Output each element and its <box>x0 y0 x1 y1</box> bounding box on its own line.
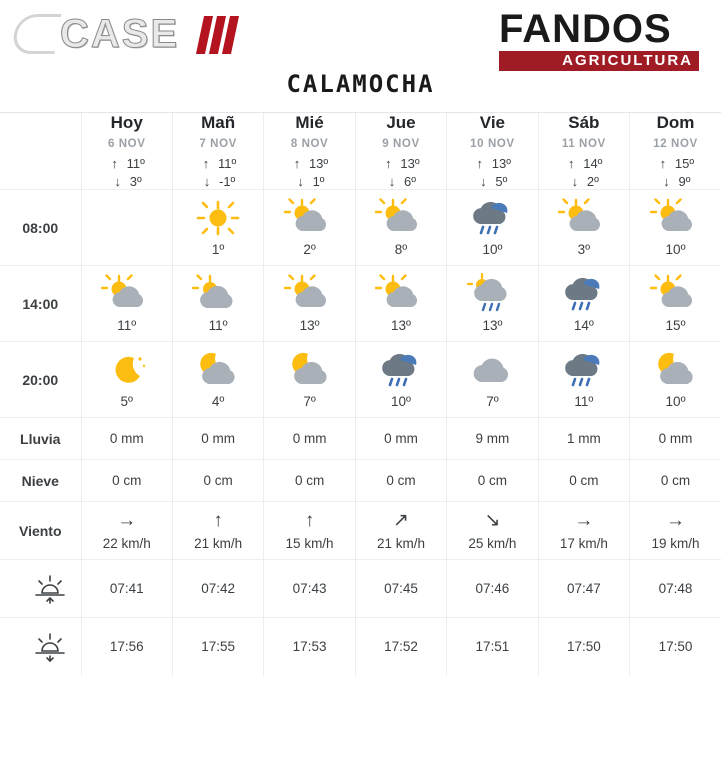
weather-icon-sun <box>173 198 263 238</box>
day-date: 7 NOV <box>199 138 237 150</box>
sunrise-time-2: 07:43 <box>264 560 355 618</box>
weather-icon-sun-cloud <box>539 198 629 238</box>
snow-value-0: 0 cm <box>81 460 172 502</box>
wind-direction-arrow-icon: ↘ <box>484 510 501 531</box>
forecast-cell-4-20 <box>447 342 538 418</box>
snow-value-2: 0 cm <box>264 460 355 502</box>
forecast-cell-2-20 <box>264 342 355 418</box>
forecast-cell-5-08 <box>538 190 629 266</box>
cell-temp: 13º <box>482 318 503 333</box>
rain-value-6: 0 mm <box>630 418 721 460</box>
forecast-cell-3-20 <box>355 342 446 418</box>
sunrise-time-0: 07:41 <box>81 560 172 618</box>
day-date: 12 NOV <box>653 138 698 150</box>
row-label-14: 14:00 <box>0 266 81 342</box>
rain-value-4: 9 mm <box>447 418 538 460</box>
temp-max-arrow-icon: ↑ <box>385 156 392 171</box>
day-max-temp: 14º <box>583 156 603 171</box>
wind-cell-0 <box>81 502 172 560</box>
forecast-cell-4-08 <box>447 190 538 266</box>
snow-value-6: 0 cm <box>630 460 721 502</box>
sunset-icon <box>33 632 67 662</box>
weather-icon-sun-cloud <box>173 274 263 314</box>
sunset-time-3: 17:52 <box>355 618 446 676</box>
wind-speed: 25 km/h <box>468 536 517 551</box>
sunrise-icon <box>33 574 67 604</box>
cell-temp: 10º <box>665 394 686 409</box>
sunset-time-6: 17:50 <box>658 639 693 655</box>
temp-min-arrow-icon: ↓ <box>388 174 396 189</box>
wind-direction-arrow-icon: ↗ <box>393 510 409 531</box>
day-date: 9 NOV <box>382 138 420 150</box>
wind-cell-1 <box>172 502 263 560</box>
snow-row <box>0 460 721 502</box>
sunrise-time-5: 07:47 <box>538 560 629 618</box>
temp-max-arrow-icon: ↑ <box>293 156 301 171</box>
case-logo-bars-icon <box>200 16 240 54</box>
sunrise-row <box>0 560 721 618</box>
rain-value-3: 0 mm <box>355 418 446 460</box>
cell-temp: 14º <box>573 318 594 333</box>
day-header-5[interactable] <box>538 113 629 190</box>
forecast-cell-2-08 <box>264 190 355 266</box>
day-min-temp-row <box>264 174 354 189</box>
day-max-temp: 13º <box>491 156 512 171</box>
rain-value-0: 0 mm <box>81 418 172 460</box>
weather-icon-sun-cloud <box>264 198 354 238</box>
day-min-temp-row <box>82 174 172 189</box>
day-max-temp: 11º <box>126 156 145 171</box>
day-header-4[interactable] <box>447 113 538 190</box>
weather-icon-sun-cloud <box>264 274 354 314</box>
temp-max-arrow-icon: ↑ <box>659 156 667 171</box>
forecast-cell-2-14 <box>264 266 355 342</box>
day-max-temp-row <box>264 156 354 171</box>
rain-row <box>0 418 721 460</box>
day-max-temp-row <box>356 156 446 171</box>
cell-temp: 8º <box>394 242 408 257</box>
forecast-cell-5-14 <box>538 266 629 342</box>
fandos-logo-text: FANDOS <box>499 7 672 51</box>
snow-value-1: 0 cm <box>172 460 263 502</box>
rain-value-1: 0 mm <box>172 418 263 460</box>
forecast-cell-1-14 <box>172 266 263 342</box>
forecast-cell-5-20 <box>538 342 629 418</box>
forecast-cell-6-14 <box>630 266 721 342</box>
row-label-20: 20:00 <box>0 342 81 418</box>
cell-temp: 10º <box>391 394 411 409</box>
cell-temp: 3º <box>577 242 591 257</box>
day-date: 10 NOV <box>470 138 515 150</box>
forecast-cell-3-14 <box>355 266 446 342</box>
wind-cell-6 <box>630 502 721 560</box>
weather-icon-moon-cloud <box>173 350 263 390</box>
forecast-cell-6-20 <box>630 342 721 418</box>
wind-cell-2 <box>264 502 355 560</box>
weather-icon-sun-cloud <box>82 274 172 314</box>
day-header-0[interactable] <box>81 113 172 190</box>
page-title: CALAMOCHA <box>286 70 435 98</box>
case-swoosh-decoration <box>10 14 61 54</box>
wind-speed: 19 km/h <box>651 536 700 551</box>
weather-icon-none <box>82 206 172 246</box>
rain-value-2: 0 mm <box>264 418 355 460</box>
sunset-time-4: 17:51 <box>447 618 538 676</box>
forecast-cell-0-20 <box>81 342 172 418</box>
weather-icon-rain <box>539 350 629 390</box>
weather-icon-rain <box>539 274 629 314</box>
wind-direction-arrow-icon: → <box>574 510 594 531</box>
temp-min-arrow-icon: ↓ <box>203 174 211 189</box>
row-label-08: 08:00 <box>0 190 81 266</box>
snow-value-4: 0 cm <box>447 460 538 502</box>
day-max-temp-row <box>82 156 172 171</box>
wind-cell-5 <box>538 502 629 560</box>
temp-min-arrow-icon: ↓ <box>114 174 121 189</box>
day-min-temp-row <box>356 174 446 189</box>
cell-temp: 11º <box>574 394 594 409</box>
temp-max-arrow-icon: ↑ <box>111 156 118 171</box>
cell-temp: 4º <box>211 394 225 409</box>
cell-temp: 11º <box>208 318 228 333</box>
day-max-temp: 15º <box>674 156 695 171</box>
weather-icon-moon-cloud <box>264 350 354 390</box>
sunrise-time-1: 07:42 <box>172 560 263 618</box>
cell-temp: 11º <box>117 318 137 333</box>
temp-min-arrow-icon: ↓ <box>297 174 304 189</box>
sunrise-time-4: 07:46 <box>447 560 538 618</box>
day-min-temp-row <box>539 174 629 189</box>
cell-temp: 1º <box>211 242 225 257</box>
day-min-temp: 5º <box>495 174 508 189</box>
day-max-temp-row <box>173 156 263 171</box>
weather-icon-rain <box>447 198 537 238</box>
weather-icon-rain-light <box>447 274 537 314</box>
day-header-6[interactable] <box>630 113 721 190</box>
day-min-temp: 3º <box>129 174 142 189</box>
day-min-temp-row <box>630 174 721 189</box>
weather-icon-cloud <box>447 350 537 390</box>
day-name: Dom <box>656 113 695 132</box>
case-logo <box>8 10 238 58</box>
day-date: 6 NOV <box>107 138 146 150</box>
day-min-temp-row <box>173 174 263 189</box>
day-name: Mañ <box>201 113 236 132</box>
fandos-logo <box>499 8 699 71</box>
hour-row-14 <box>0 266 721 342</box>
row-label-snow: Nieve <box>0 460 81 502</box>
wind-speed: 21 km/h <box>376 536 425 551</box>
temp-max-arrow-icon: ↑ <box>476 156 484 171</box>
day-header-1[interactable] <box>172 113 263 190</box>
sunset-row <box>0 618 721 676</box>
day-header-2[interactable] <box>264 113 355 190</box>
hour-row-08 <box>0 190 721 266</box>
temp-min-arrow-icon: ↓ <box>571 174 579 189</box>
wind-speed: 15 km/h <box>285 536 334 551</box>
sunrise-time-3: 07:45 <box>355 560 446 618</box>
cell-temp: 5º <box>120 394 133 409</box>
wind-speed: 22 km/h <box>102 536 151 551</box>
row-label-wind: Viento <box>0 502 81 560</box>
cell-temp: 2º <box>303 242 316 257</box>
sunrise-time-6: 07:48 <box>630 560 721 618</box>
page-header <box>0 0 721 68</box>
rain-value-5: 1 mm <box>538 418 629 460</box>
cell-temp: 7º <box>303 394 316 409</box>
wind-cell-3 <box>355 502 446 560</box>
day-max-temp-row <box>447 156 537 171</box>
day-name: Vie <box>479 113 506 132</box>
wind-cell-4 <box>447 502 538 560</box>
wind-direction-arrow-icon: → <box>117 510 137 531</box>
wind-direction-arrow-icon: ↑ <box>213 510 223 531</box>
forecast-cell-3-08 <box>355 190 446 266</box>
temp-max-arrow-icon: ↑ <box>567 156 575 171</box>
forecast-cell-1-08 <box>172 190 263 266</box>
header-corner-cell <box>0 113 81 190</box>
day-name: Hoy <box>110 113 143 132</box>
day-max-temp: 11º <box>218 156 237 171</box>
sunset-time-5: 17:50 <box>538 618 629 676</box>
day-date: 8 NOV <box>290 138 329 150</box>
day-min-temp: -1º <box>218 174 236 189</box>
case-logo-text: CASE <box>60 12 180 56</box>
day-max-temp-row <box>539 156 629 171</box>
weather-icon-sun-cloud <box>356 274 446 314</box>
cell-temp: 10º <box>482 242 503 257</box>
day-min-temp: 1º <box>312 174 325 189</box>
row-label-rain: Lluvia <box>0 418 81 460</box>
forecast-cell-0-14 <box>81 266 172 342</box>
forecast-cell-4-14 <box>447 266 538 342</box>
weather-icon-moon <box>82 350 172 390</box>
weather-icon-rain <box>356 350 446 390</box>
hour-row-20 <box>0 342 721 418</box>
day-min-temp: 6º <box>404 174 416 189</box>
day-min-temp: 2º <box>586 174 599 189</box>
row-label-sunrise <box>0 560 81 618</box>
day-date: 11 NOV <box>561 138 606 150</box>
forecast-cell-0-08 <box>81 190 172 266</box>
forecast-cell-1-20 <box>172 342 263 418</box>
wind-row <box>0 502 721 560</box>
weather-icon-sun-cloud <box>630 198 721 238</box>
wind-direction-arrow-icon: → <box>666 510 686 531</box>
cell-temp: 13º <box>391 318 411 333</box>
cell-temp: 10º <box>665 242 686 257</box>
day-min-temp: 9º <box>678 174 691 189</box>
day-max-temp-row <box>630 156 721 171</box>
wind-direction-arrow-icon: ↑ <box>304 510 315 531</box>
wind-speed: 21 km/h <box>194 536 243 551</box>
weather-icon-moon-cloud <box>630 350 721 390</box>
day-max-temp: 13º <box>308 156 329 171</box>
sunset-time-2: 17:53 <box>264 618 355 676</box>
day-name: Mié <box>295 113 324 132</box>
fandos-logo-subtitle: AGRICULTURA <box>499 51 699 71</box>
cell-temp: 15º <box>665 318 686 333</box>
forecast-cell-6-08 <box>630 190 721 266</box>
sunset-time-1: 17:55 <box>172 618 263 676</box>
row-label-sunset <box>0 618 81 676</box>
temp-max-arrow-icon: ↑ <box>202 156 210 171</box>
weather-icon-sun-cloud <box>356 198 446 238</box>
day-name: Sáb <box>568 113 600 132</box>
snow-value-3: 0 cm <box>355 460 446 502</box>
sunset-time-0: 17:56 <box>81 618 172 676</box>
day-min-temp-row <box>447 174 537 189</box>
temp-min-arrow-icon: ↓ <box>480 174 487 189</box>
weather-icon-sun-cloud <box>630 274 721 314</box>
cell-temp: 7º <box>486 394 499 409</box>
cell-temp: 13º <box>299 318 320 333</box>
wind-speed: 17 km/h <box>559 536 608 551</box>
day-max-temp: 13º <box>400 156 420 171</box>
table-header-row <box>0 113 721 190</box>
snow-value-5: 0 cm <box>538 460 629 502</box>
day-name: Jue <box>386 113 416 132</box>
day-header-3[interactable] <box>355 113 446 190</box>
forecast-table <box>0 113 721 676</box>
temp-min-arrow-icon: ↓ <box>663 174 670 189</box>
